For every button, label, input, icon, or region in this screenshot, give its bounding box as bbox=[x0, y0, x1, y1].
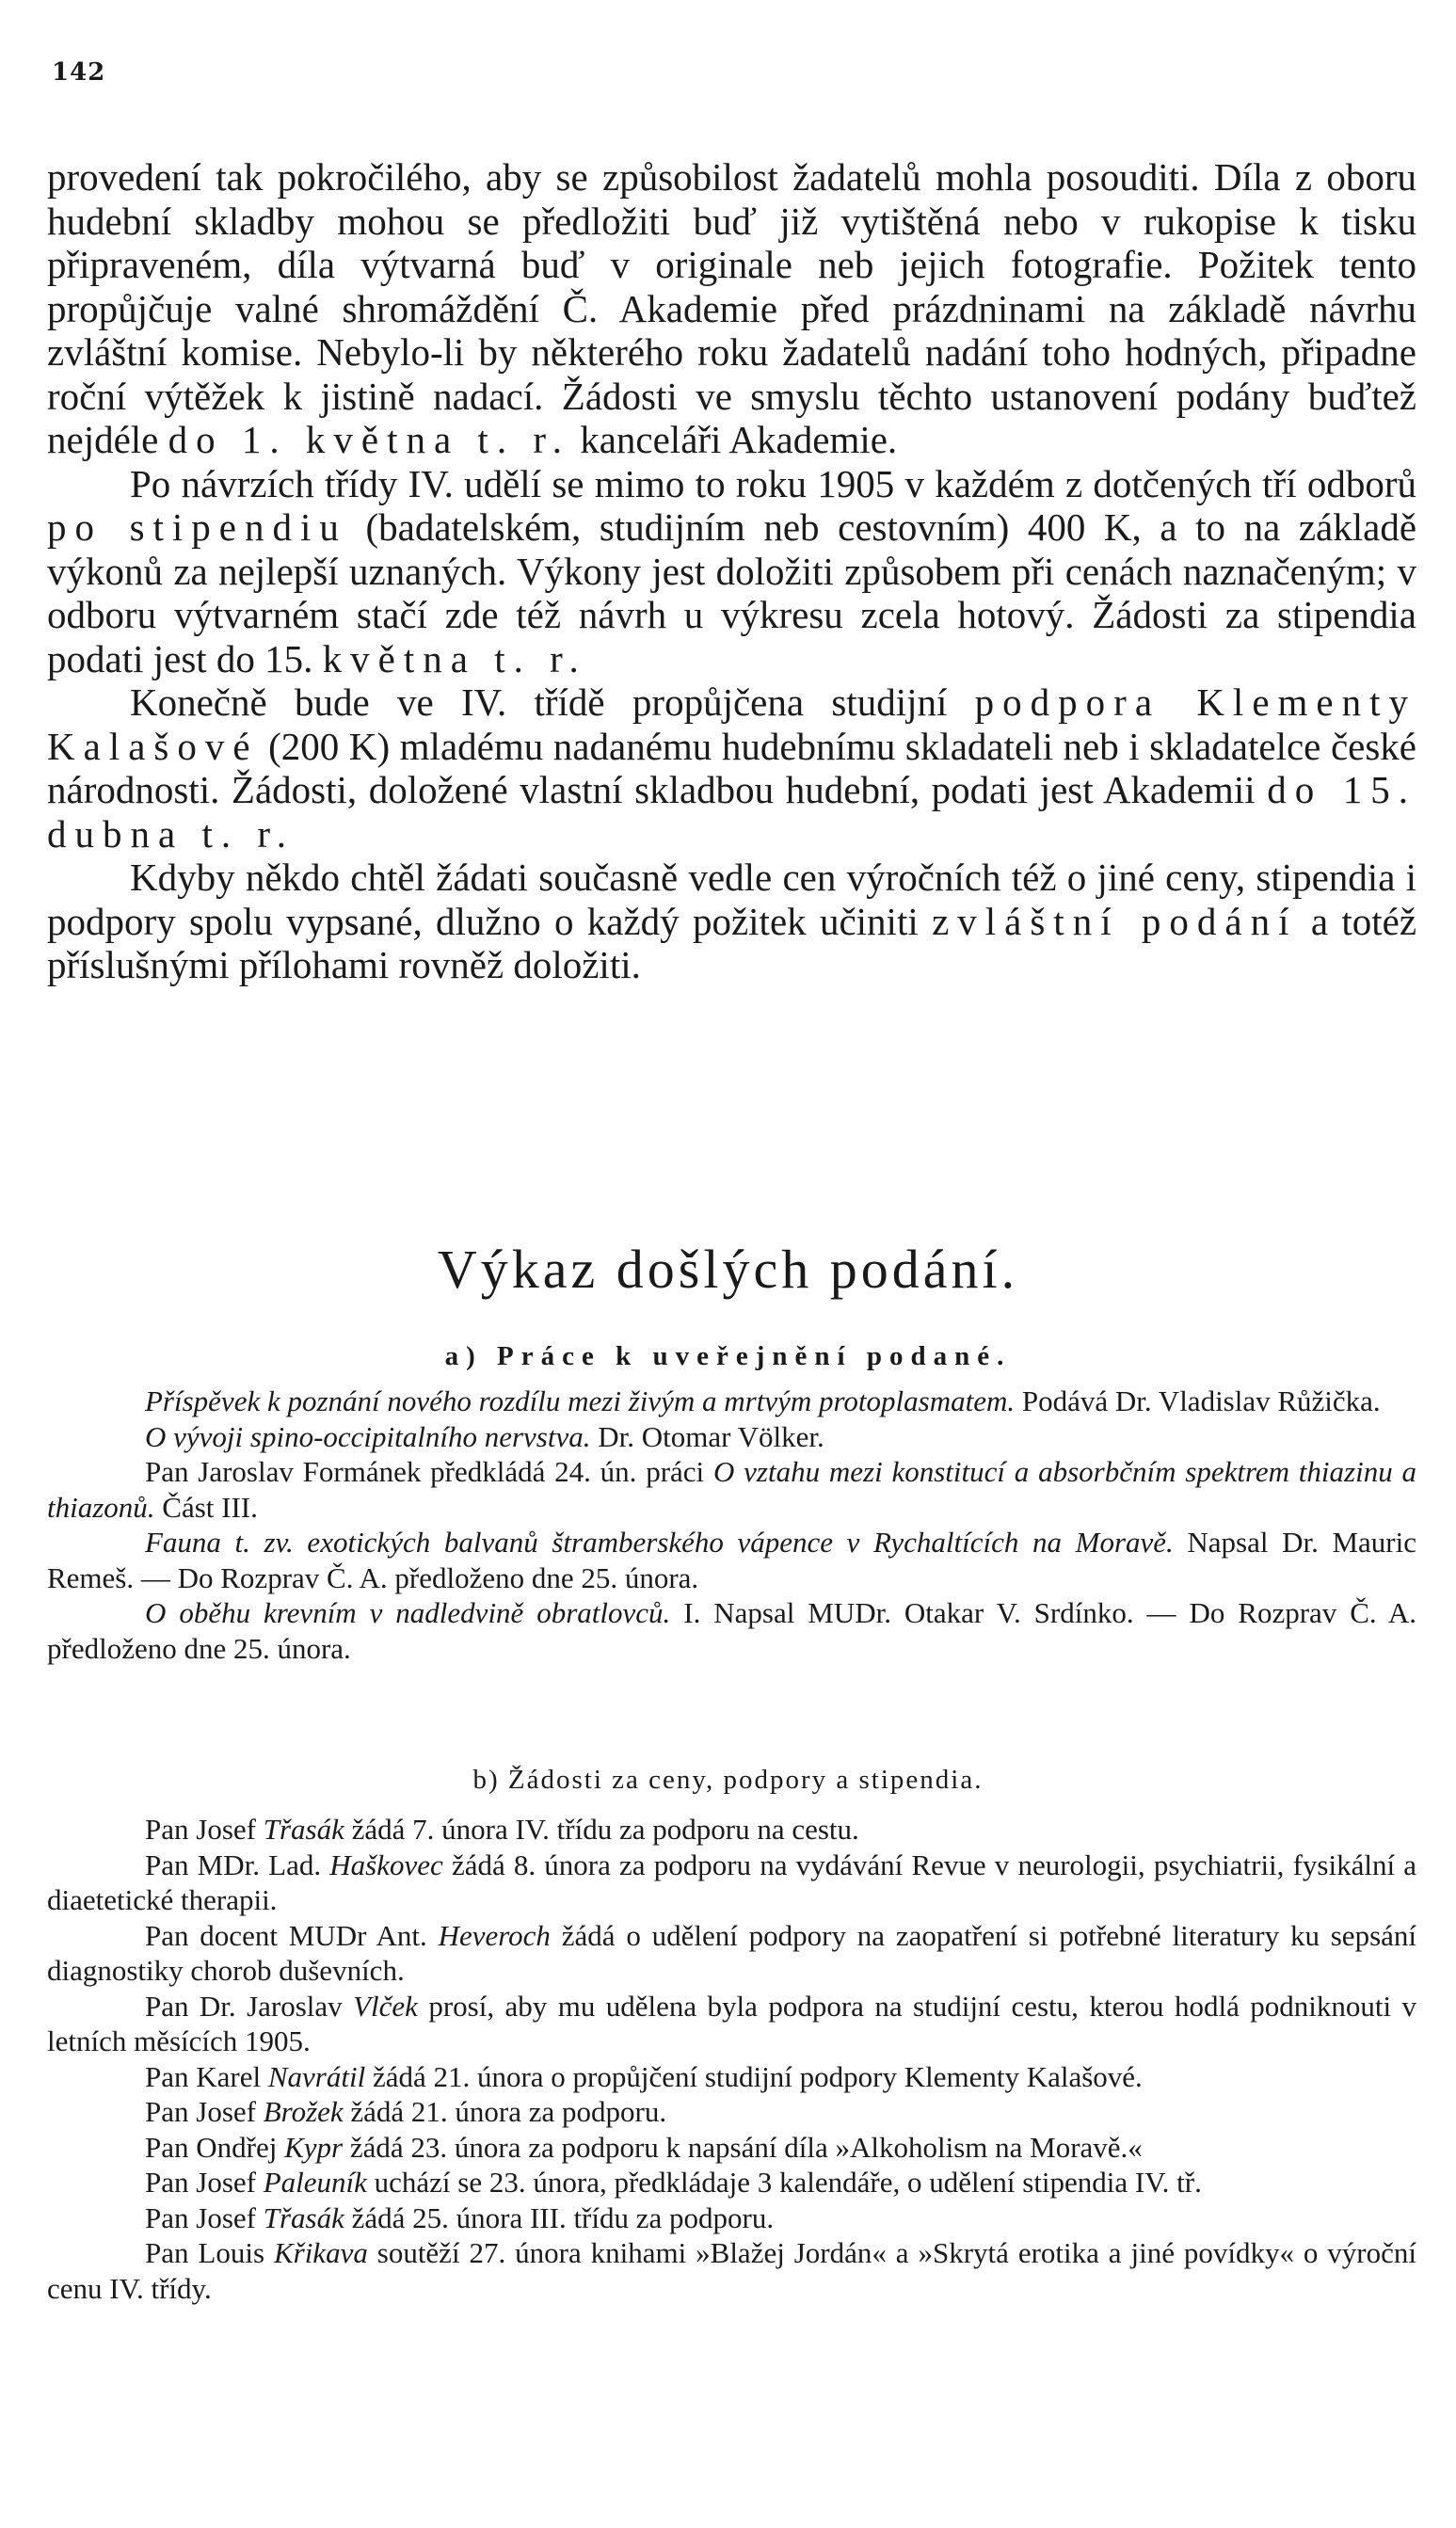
list-item: O vývoji spino-occipitalního nervstva. Dr. Otomar Völker. bbox=[145, 1419, 824, 1453]
page-number: 142 bbox=[52, 58, 106, 87]
list-item: Pan MDr. Lad. Haškovec žádá 8. února za podporu na vydávání Revue v neurologii, psychiatrii, fysikální a diaetetické therapii. bbox=[47, 1848, 1417, 1916]
intro-paragraph-3: Konečně bude ve IV. třídě propůjčena studijní podpora Klementy Kalašové (200 K) mladému nadanému hudebnímu skladateli neb i skladatelce české národnosti. Žádosti, doložené vlastní skladbou hudební, podati jest Akademii do 15. dubna t. r. bbox=[47, 680, 1417, 856]
list-item: Pan Dr. Jaroslav Vlček prosí, aby mu udělena byla podpora na studijní cestu, kterou hodlá podniknouti v letních měsících 1905. bbox=[47, 1989, 1417, 2057]
list-item: Pan Louis Křikava soutěží 27. února knihami »Blažej Jordán« a »Skrytá erotika a jiné povídky« o výroční cenu IV. třídy. bbox=[47, 2236, 1416, 2305]
list-item: Pan Karel Navrátil žádá 21. února o propůjčení studijní podpory Klementy Kalašové. bbox=[145, 2059, 1143, 2093]
section-b-list bbox=[47, 1812, 1416, 2306]
section-b-heading: b) Žádosti za ceny, podpory a stipendia. bbox=[472, 1765, 984, 1795]
intro-paragraph-1: provedení tak pokročilého, aby se způsobilost žadatelů mohla posouditi. Díla z oboru hudební skladby mohou se předložiti buď již vytištěná nebo v rukopise k tisku připraveném, díla výtvarná buď v originale neb jejich fotografie. Požitek tento propůjčuje valné shromáždění Č. Akademie před prázdninami na základě návrhu zvláštní komise. Nebylo-li by některého roku žadatelů nadání toho hodných, připadne roční výtěžek k jistině nadací. Žádosti ve smyslu těchto ustanovení podány buďtež nejdéle do 1. května t. r. kanceláři Akademie. bbox=[47, 155, 1416, 461]
list-item: Pan docent MUDr Ant. Heveroch žádá o udělení podpory na zaopatření si potřebné literatury ku sepsání diagnostiky chorob duševních. bbox=[47, 1918, 1417, 1987]
list-item: Fauna t. zv. exotických balvanů štramberského vápence v Rychaltících na Moravě. Napsal Dr. Mauric Remeš. — Do Rozprav Č. A. předloženo dne 25. února. bbox=[47, 1526, 1416, 1594]
intro-paragraph-2: Po návrzích třídy IV. udělí se mimo to roku 1905 v každém z dotčených tří odborů po stipendiu (badatelském, studijním neb cestovním) 400 K, a to na základě výkonů za nejlepší uznaných. Výkony jest doložiti způsobem při cenách naznačeným; v odboru výtvarném stačí zde též návrh u výkresu zcela hotový. Žádosti za stipendia podati jest do 15. května t. r. bbox=[47, 461, 1417, 680]
intro-paragraph-4: Kdyby někdo chtěl žádati současně vedle cen výročních též o jiné ceny, stipendia i podpory spolu vypsané, dlužno o každý požitek učiniti zvláštní podání a totéž příslušnými přílohami rovněž doložiti. bbox=[47, 856, 1417, 986]
intro-section bbox=[47, 155, 1416, 987]
list-item: O oběhu krevním v nadledvině obratlovců. I. Napsal MUDr. Otakar V. Srdínko. — Do Rozprav Č. A. předloženo dne 25. února. bbox=[47, 1596, 1417, 1665]
list-item: Pan Ondřej Kypr žádá 23. února za podporu k napsání díla »Alkoholism na Moravě.« bbox=[145, 2130, 1143, 2164]
list-item: Pan Josef Brožek žádá 21. února za podporu. bbox=[145, 2095, 667, 2128]
report-title: Výkaz došlých podání. bbox=[437, 1239, 1019, 1300]
section-a-list bbox=[47, 1384, 1416, 1666]
list-item: Pan Josef Paleuník uchází se 23. února, předkládaje 3 kalendáře, o udělení stipendia IV. tř. bbox=[145, 2166, 1202, 2199]
list-item: Příspěvek k poznání nového rozdílu mezi živým a mrtvým protoplasmatem. Podává Dr. Vladislav Růžička. bbox=[145, 1384, 1381, 1417]
list-item: Pan Josef Třasák žádá 25. února III. třídu za podporu. bbox=[145, 2200, 775, 2234]
section-a-heading: a) Práce k uveřejnění podané. bbox=[444, 1341, 1012, 1371]
list-item: Pan Jaroslav Formánek předkládá 24. ún. práci O vztahu mezi konstitucí a absorbčním spektrem thiazinu a thiazonů. Část III. bbox=[47, 1455, 1416, 1524]
list-item: Pan Josef Třasák žádá 7. února IV. třídu za podporu na cestu. bbox=[145, 1813, 859, 1846]
